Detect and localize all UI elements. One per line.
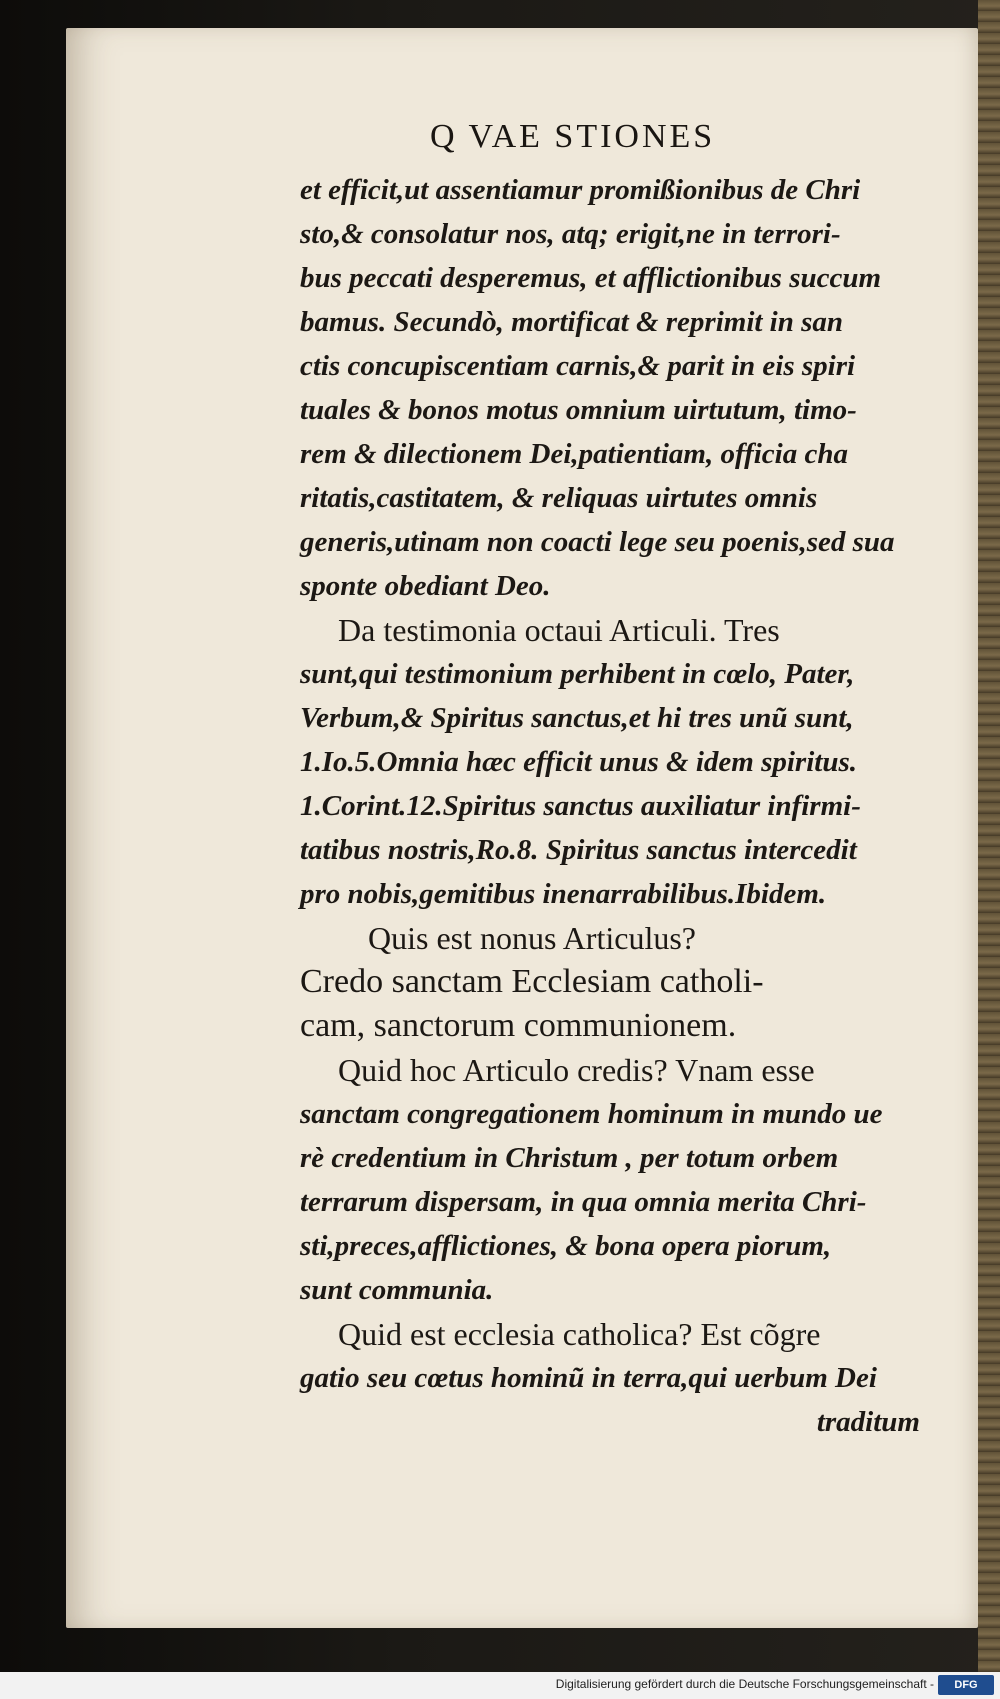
text-line: rè credentium in Christum , per totum orbem (300, 1142, 839, 1174)
funding-credit: Digitalisierung gefördert durch die Deutsche Forschungsgemeinschaft - (555, 1677, 934, 1691)
running-head: Q VAE STIONES (430, 118, 716, 155)
text-line: Da testimonia octaui Articuli. Tres (338, 612, 780, 648)
text-line: gatio seu cœtus hominũ in terra,qui uerbum Dei (300, 1362, 877, 1394)
text-line: et efficit,ut assentiamur promißionibus de Chri (300, 174, 861, 206)
book-edge (978, 0, 1000, 1699)
text-line: generis,utinam non coacti lege seu poenis,sed sua (300, 526, 895, 558)
text-line: Credo sanctam Ecclesiam catholi- (300, 963, 764, 1000)
footer-bar (0, 1672, 1000, 1699)
text-line: ctis concupiscentiam carnis,& parit in eis spiri (300, 350, 856, 382)
text-line: bus peccati desperemus, et afflictionibus succum (300, 262, 882, 294)
text-line: sti,preces,afflictiones, & bona opera piorum, (300, 1230, 832, 1262)
text-line: sunt,qui testimonium perhibent in cœlo, Pater, (300, 658, 855, 690)
text-line: Quid est ecclesia catholica? Est cõgre (338, 1316, 821, 1352)
text-line: tatibus nostris,Ro.8. Spiritus sanctus intercedit (300, 834, 857, 866)
text-line: ritatis,castitatem, & reliquas uirtutes omnis (300, 482, 818, 514)
text-line: rem & dilectionem Dei,patientiam, officia cha (300, 438, 848, 470)
text-line: pro nobis,gemitibus inenarrabilibus.Ibidem. (300, 878, 827, 910)
text-line: Verbum,& Spiritus sanctus,et hi tres unũ sunt, (300, 702, 854, 734)
text-line: traditum (816, 1406, 920, 1438)
text-line: bamus. Secundò, mortificat & reprimit in san (300, 306, 844, 338)
text-line: Quid hoc Articulo credis? Vnam esse (338, 1052, 815, 1088)
text-line: terrarum dispersam, in qua omnia merita Chri- (300, 1186, 867, 1218)
text-line: sunt communia. (300, 1274, 494, 1306)
text-line: cam, sanctorum communionem. (300, 1007, 737, 1044)
text-line: sto,& consolatur nos, atq; erigit,ne in terrori- (300, 218, 841, 250)
text-line: sponte obediant Deo. (300, 570, 551, 602)
dfg-logo: DFG (938, 1675, 994, 1695)
text-line: 1.Corint.12.Spiritus sanctus auxiliatur infirmi- (300, 790, 861, 822)
text-line: 1.Io.5.Omnia hæc efficit unus & idem spiritus. (300, 746, 857, 778)
page-text (300, 168, 950, 1444)
text-line: tuales & bonos motus omnium uirtutum, timo- (300, 394, 857, 426)
text-line: Quis est nonus Articulus? (368, 920, 696, 956)
text-line: sanctam congregationem hominum in mundo ue (300, 1098, 883, 1130)
